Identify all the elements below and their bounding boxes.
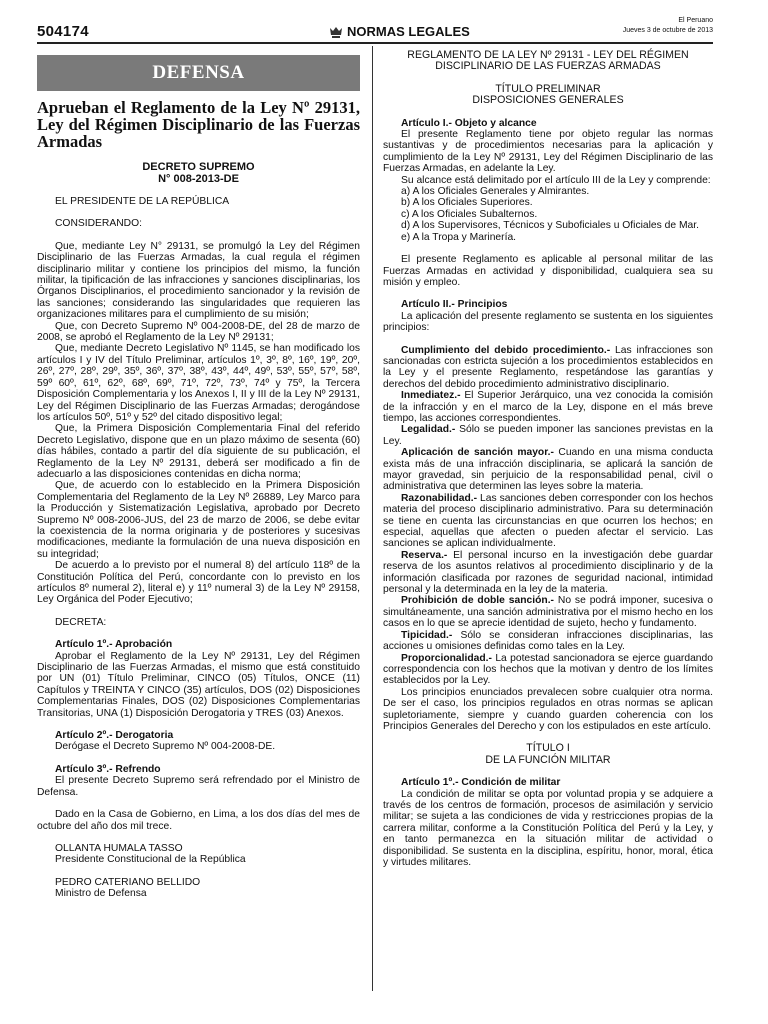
principle-title: Cumplimiento del debido procedimiento.- bbox=[401, 344, 611, 356]
paragraph: De acuerdo a lo previsto por el numeral 8) del artículo 118º de la Constitución Política del Perú, concordante con lo previsto en los artículos 8º numeral 2), literal e) y 11º numeral 3) de la Ley Nº 29158, Ley Orgánica del Poder Ejecutivo; bbox=[37, 560, 360, 606]
paragraph: Que, mediante Decreto Legislativo Nº 1145, se han modificado los artículos I y IV del Título Preliminar, artículos 1º, 3º, 8º, 16º, 19º, 20º, 26º, 27º, 28º, 29º, 35º, 36º, 37º, 38º, 43º, 44º, 49º, 53º, 55º, 57º, 58º, 59º 60º, 61º, 62º, 68º, 69º, 71º, 72º, 73º, 74º y 75º, la Tercera Disposición Complementaria y los Anexos I, II y III de la Ley Nº 29131, Ley del Régimen Disciplinario de las Fuerzas Armadas; derogándose los artículos 50º, 51º y 52º del citado dispositivo legal; bbox=[37, 343, 360, 423]
decree-code: N° 008-2013-DE bbox=[158, 173, 239, 185]
title-heading-line: TÍTULO PRELIMINAR bbox=[495, 82, 601, 95]
principle-text: La potestad sancionadora se ejerce guardando correspondencia con los hechos que la motivan y dentro de los límites establecidos por la Ley. bbox=[383, 652, 713, 687]
column-divider bbox=[372, 46, 373, 991]
principle-item bbox=[383, 447, 713, 493]
signatory-name: OLLANTA HUMALA TASSO bbox=[55, 842, 183, 854]
principle-title: Razonabilidad.- bbox=[401, 492, 478, 504]
paragraph: El presente Decreto Supremo será refrendado por el Ministro de Defensa. bbox=[37, 775, 360, 798]
list-item: b) A los Oficiales Superiores. bbox=[401, 197, 533, 209]
paragraph: Aprobar el Reglamento de la Ley Nº 29131, Ley del Régimen Disciplinario de las Fuerzas Armadas, el mismo que está constituido por UN (01) Título Preliminar, CINCO (05) Títulos, ONCE (11) Capítulos y TREINTA Y CINCO (35) artículos, DOS (02) Disposiciones Complementarias Finales, DOS (02) Disposiciones Complementarias Transitorias, UNA (1) Disposición Derogatoria y TRES (03) Anexos. bbox=[37, 650, 360, 719]
paragraph: El presente Reglamento es aplicable al personal militar de las Fuerzas Armadas en actividad y disponibilidad, cualquiera sea su misión y empleo. bbox=[383, 254, 713, 288]
paragraph: La condición de militar se opta por voluntad propia y se adquiere a través de los centros de formación, procesos de asimilación y servicio militar; se sujeta a las condiciones de vida y restricciones propias de la carrera militar, conforme a la Constitución Política del Perú y la Ley, y en tanto permanezca en la situación militar de actividad o disponibilidad. Se sustenta en la disciplina, espíritu, honor, moral, ética y virtudes militares. bbox=[383, 788, 713, 868]
principle-title: Legalidad.- bbox=[401, 424, 456, 436]
signatory-name: PEDRO CATERIANO BELLIDO bbox=[55, 876, 201, 888]
list-item: d) A los Supervisores, Técnicos y Suboficiales u Oficiales de Mar. bbox=[401, 220, 699, 232]
president-line: EL PRESIDENTE DE LA REPÚBLICA bbox=[55, 196, 230, 207]
paragraph: Los principios enunciados prevalecen sobre cualquier otra norma. De ser el caso, los principios regulados en otras normas se aplican supletoriamente, siempre y cuando guarden coherencia con los Principios Generales del Derecho y con los estipulados en este artículo. bbox=[383, 686, 713, 732]
left-column bbox=[37, 50, 360, 900]
page-header bbox=[37, 18, 713, 44]
article-heading: Artículo 1º.- Aprobación bbox=[55, 639, 173, 651]
page-number: 504174 bbox=[37, 23, 89, 40]
principle-item bbox=[383, 345, 713, 391]
principle-text: El Superior Jerárquico, una vez conocida la comisión de la infracción y en el marco de la Ley, dispone en el más breve tiempo, las acciones correspondientes. bbox=[383, 390, 713, 424]
decree-number bbox=[37, 161, 360, 185]
headline: Aprueban el Reglamento de la Ley Nº 29131, Ley del Régimen Disciplinario de las Fuerzas Armadas bbox=[37, 98, 360, 151]
title-heading bbox=[383, 743, 713, 766]
article-heading: Artículo I.- Objeto y alcance bbox=[401, 117, 537, 129]
principle-title: Prohibición de doble sanción.- bbox=[401, 595, 554, 607]
principle-item bbox=[383, 550, 713, 596]
principle-item bbox=[383, 493, 713, 550]
coat-of-arms-icon bbox=[329, 26, 343, 38]
principle-text: No se podrá imponer, sucesiva o simultáneamente, una sanción administrativa por el mismo hecho en los casos en lo que se aprecie identidad de sujeto, hecho y fundamento. bbox=[383, 595, 713, 630]
principle-item bbox=[383, 630, 713, 653]
principle-item bbox=[383, 390, 713, 424]
decree-type: DECRETO SUPREMO bbox=[142, 161, 255, 173]
paragraph: Derógase el Decreto Supremo Nº 004-2008-DE. bbox=[55, 741, 276, 753]
decreta-label: DECRETA: bbox=[55, 616, 107, 628]
paragraph: Que, la Primera Disposición Complementaria Final del referido Decreto Legislativo, dispone que en un plazo máximo de sesenta (60) días hábiles, contado a partir del día siguiente de su publicación, el Reglamento de la Ley Nº 29131, deberá ser modificado a fin de adecuarlo a las disposiciones contenidas en dicha norma; bbox=[37, 423, 360, 480]
publication-info bbox=[623, 16, 713, 36]
principle-item bbox=[383, 595, 713, 629]
paragraph: Su alcance está delimitado por el artículo III de la Ley y comprende: bbox=[401, 174, 711, 186]
paragraph: Que, mediante Ley N° 29131, se promulgó la Ley del Régimen Disciplinario de las Fuerzas Armadas, la cual regula el régimen disciplinario militar y contiene los principios del mismo, la función militar, la tipificación de las infracciones y sanciones disciplinarias, los Órganos Disciplinarios, el procedimiento sancionador y la revisión de las sanciones; considerando las singularidades que requieren las organizaciones militares para el cumplimiento de su misión; bbox=[37, 240, 360, 321]
principle-title: Tipicidad.- bbox=[401, 629, 453, 641]
paragraph: Que, con Decreto Supremo Nº 004-2008-DE, del 28 de marzo de 2008, se aprobó el Reglamento de la Ley Nº 29131; bbox=[37, 320, 360, 344]
paragraph: El presente Reglamento tiene por objeto regular las normas sustantivas y de procedimientos necesarias para la aplicación y cumplimiento de la Ley Nº 29131, Ley del Régimen Disciplinario de las Fuerzas Armadas, en adelante la Ley. bbox=[383, 129, 713, 175]
signatory-title: Presidente Constitucional de la República bbox=[55, 854, 246, 866]
principle-item bbox=[383, 653, 713, 687]
principle-title: Proporcionalidad.- bbox=[401, 652, 492, 664]
publication-date: Jueves 3 de octubre de 2013 bbox=[622, 27, 713, 34]
title-heading bbox=[383, 84, 713, 107]
paragraph: La aplicación del presente reglamento se sustenta en los siguientes principios: bbox=[383, 310, 713, 334]
regulation-title: REGLAMENTO DE LA LEY Nº 29131 - LEY DEL RÉGIMEN DISCIPLINARIO DE LAS FUERZAS ARMADAS bbox=[407, 49, 689, 73]
principle-text: Las infracciones son sancionadas con estricta sujeción a los procedimientos establecidos en la Ley y el presente Reglamento, respetándose las garantías y derechos del debido procedimiento administrativo disciplinario. bbox=[383, 344, 713, 390]
list-item: e) A la Tropa y Marinería. bbox=[401, 231, 517, 243]
right-column bbox=[383, 50, 713, 868]
article-heading: Artículo 1º.- Condición de militar bbox=[401, 777, 561, 789]
principle-text: Sólo se pueden imponer las sanciones previstas en la Ley. bbox=[383, 424, 713, 447]
publication-name: El Peruano bbox=[678, 17, 713, 24]
principle-title: Reserva.- bbox=[401, 549, 448, 561]
principle-title: Aplicación de sanción mayor.- bbox=[401, 447, 554, 459]
brand-title: NORMAS LEGALES bbox=[347, 24, 470, 39]
article-heading: Artículo 3º.- Refrendo bbox=[55, 763, 161, 775]
title-heading-line: DISPOSICIONES GENERALES bbox=[472, 94, 624, 107]
list-item: c) A los Oficiales Subalternos. bbox=[401, 208, 538, 220]
title-heading-line: DE LA FUNCIÓN MILITAR bbox=[485, 753, 611, 766]
section-banner: DEFENSA bbox=[37, 55, 360, 91]
paragraph: Que, de acuerdo con lo establecido en la Primera Disposición Complementaria del Reglamento de la Ley Nº 26889, Ley Marco para la Producción y Sistematización Legislativa, aprobado por Decreto Supremo Nº 008-2006-JUS, del 23 de marzo de 2006, se debe evitar la coexistencia de la norma originaria y de posteriores y sucesivas modificaciones, mediante la formulación de una nueva disposición en su integridad; bbox=[37, 480, 360, 560]
principle-text: El personal incurso en la investigación debe guardar reserva de los asuntos relativos al procedimiento disciplinario y de la información clasificada por razones de seguridad nacional, intimidad personal y la determinada en la ley de la materia. bbox=[383, 549, 713, 596]
signatory-title: Ministro de Defensa bbox=[55, 888, 147, 900]
principle-text: Cuando en una misma conducta exista más de una infracción disciplinaria, se aplicará la sanción de mayor gravedad, sin perjuicio de la responsabilidad penal, civil o administrativa que determinen las leyes sobre la materia. bbox=[383, 447, 713, 493]
principle-item bbox=[383, 424, 713, 447]
considerando-label: CONSIDERANDO: bbox=[55, 218, 142, 230]
list-item: a) A los Oficiales Generales y Almirantes. bbox=[401, 186, 590, 198]
title-heading-line: TÍTULO I bbox=[526, 742, 570, 755]
closing-paragraph: Dado en la Casa de Gobierno, en Lima, a los dos días del mes de octubre del año dos mil trece. bbox=[37, 809, 360, 832]
article-heading: Artículo 2º.- Derogatoria bbox=[55, 730, 174, 742]
principle-title: Inmediatez.- bbox=[401, 390, 461, 402]
principle-text: Las sanciones deben corresponder con los hechos materia del proceso disciplinario administrativo. Para su determinación se tiene en cuenta las circunstancias en que ocurren los hechos; en especial, aquellas que afecten o pueden afectar el servicio. Las sanciones se aplican individualmente. bbox=[383, 492, 713, 550]
article-heading: Artículo II.- Principios bbox=[401, 299, 508, 311]
principle-text: Sólo se consideran infracciones disciplinarias, las acciones u omisiones definidas como tales en la Ley. bbox=[383, 629, 713, 653]
brand bbox=[329, 24, 470, 39]
